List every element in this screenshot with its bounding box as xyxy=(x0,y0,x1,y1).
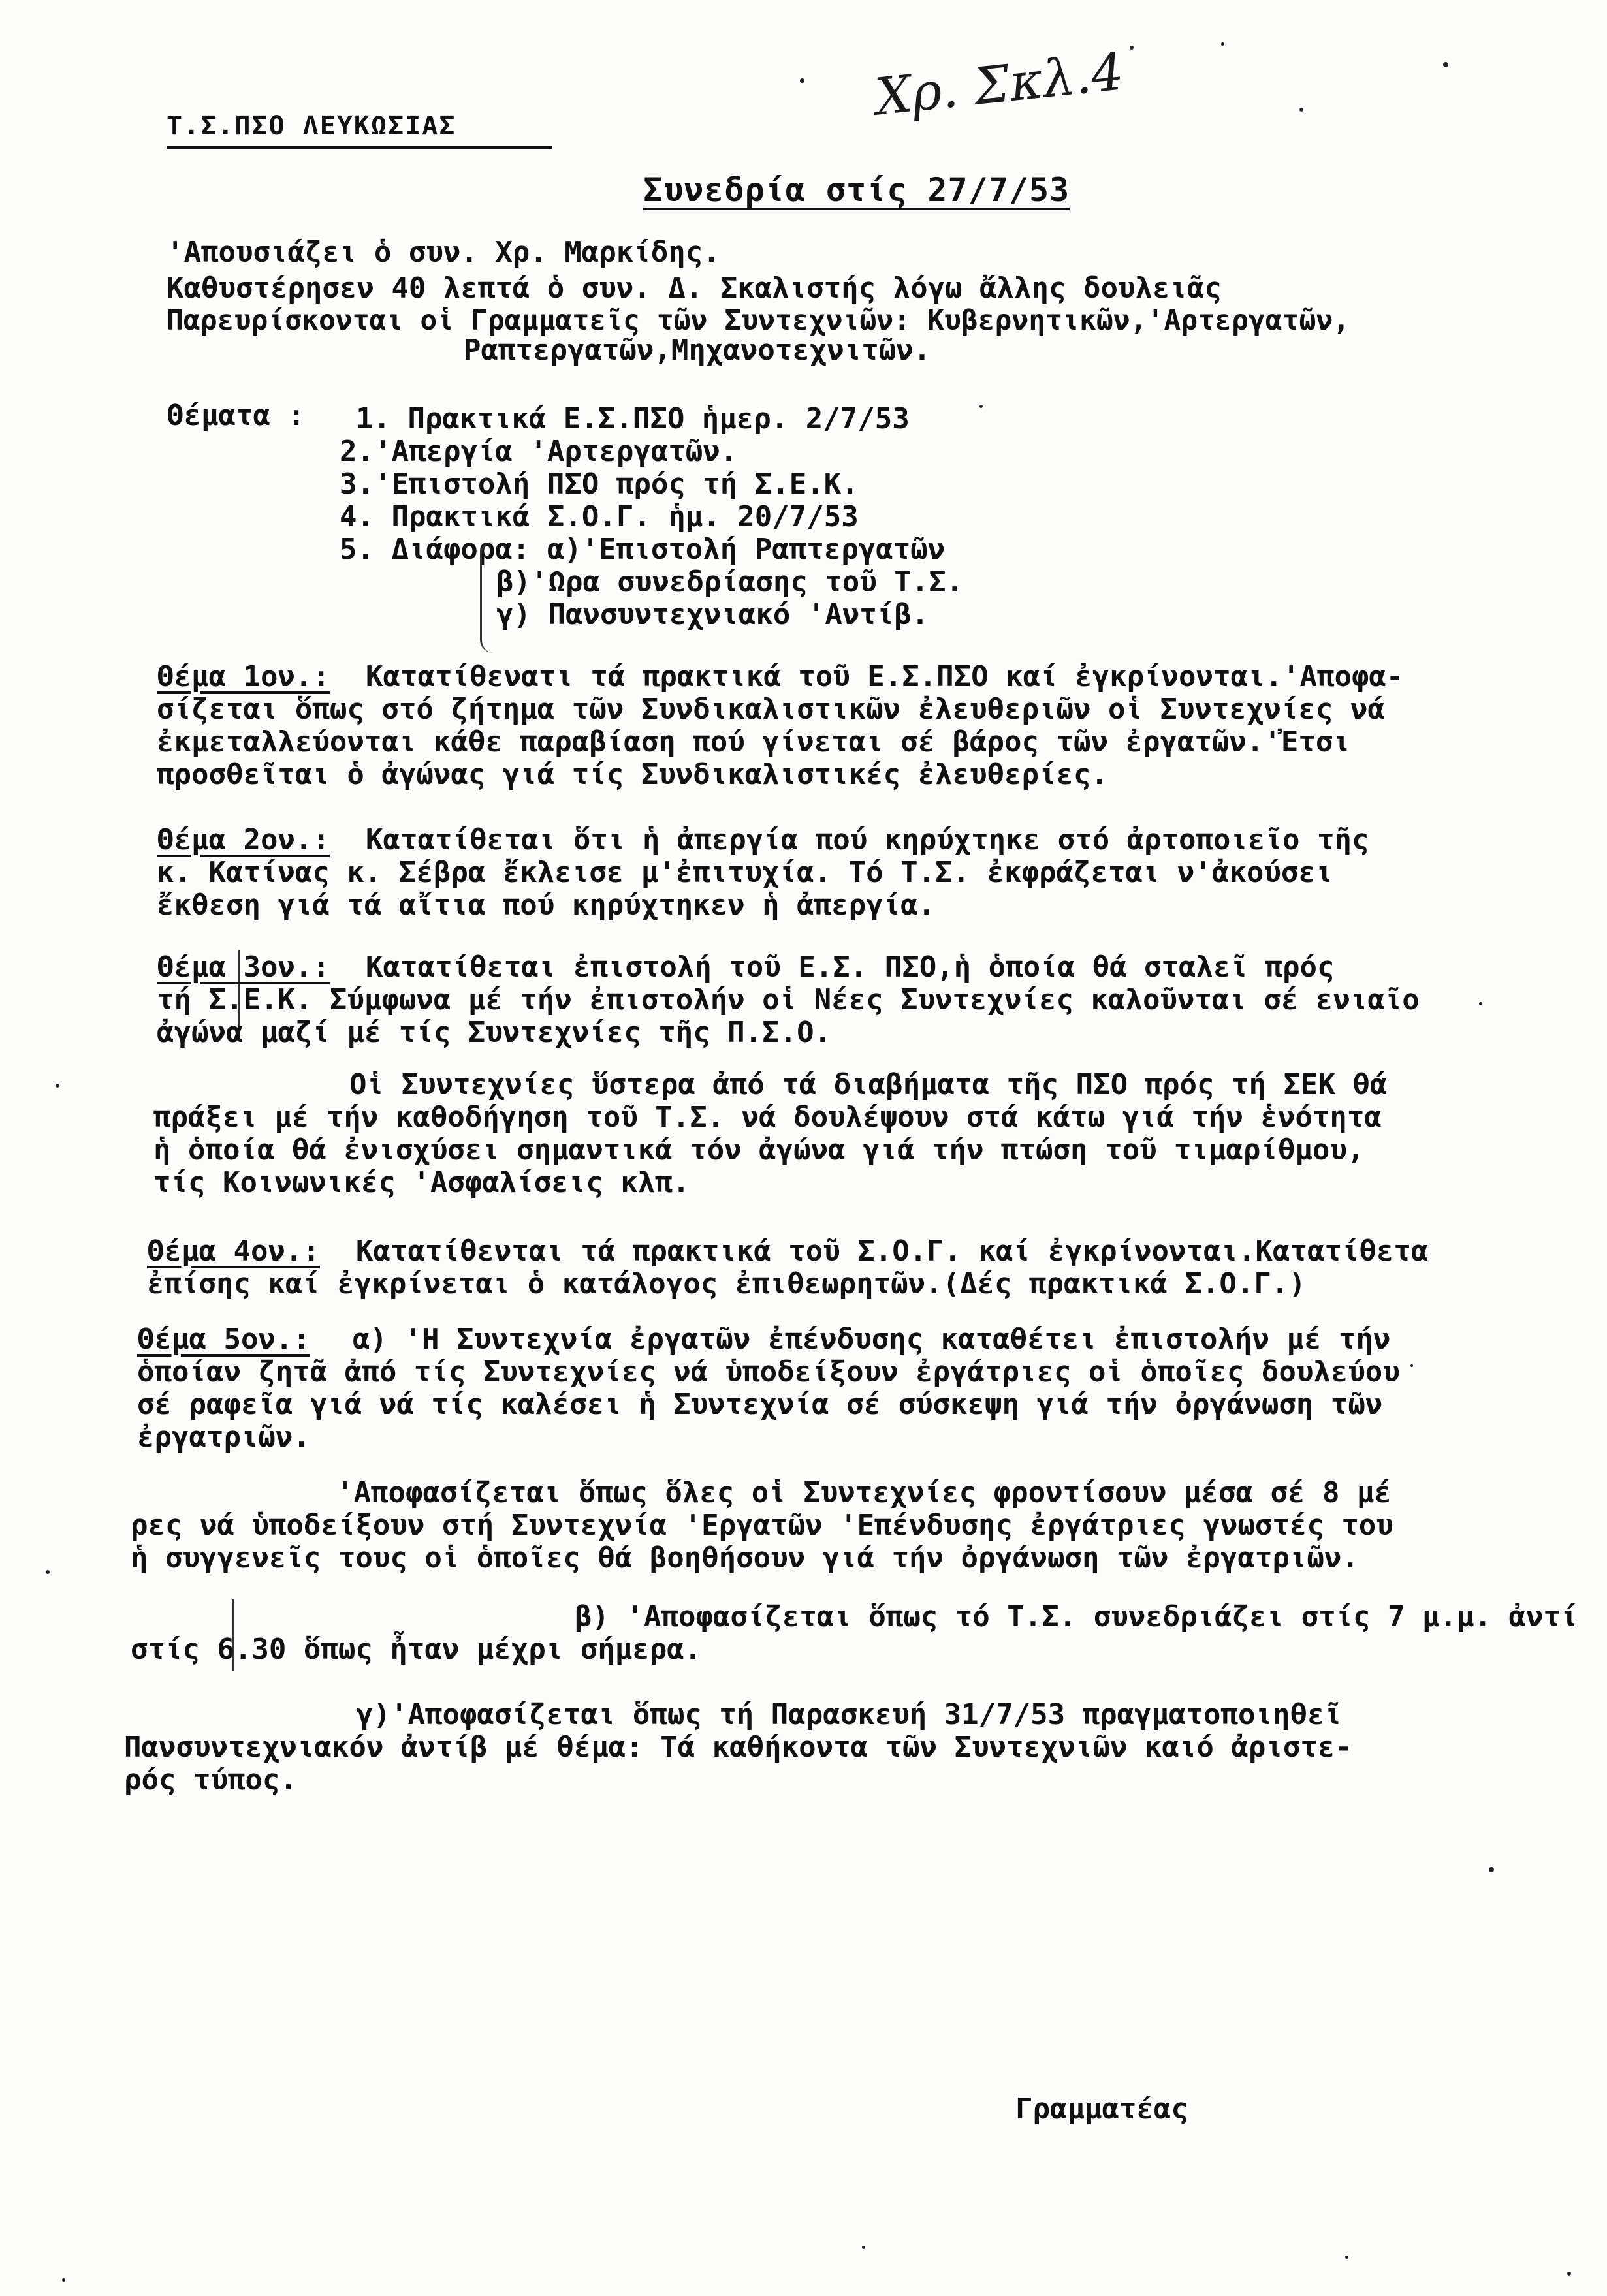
topic-item: β)'Ωρα συνεδρίασης τοῦ Τ.Σ. xyxy=(496,565,964,599)
section-5-heading: Θέμα 5ον.: xyxy=(137,1323,310,1356)
section-1-heading: Θέμα 1ον.: xyxy=(157,660,330,693)
intro-line: Παρευρίσκονται οἱ Γραμματεῖς τῶν Συντεχνιῶν: Κυβερνητικῶν,'Αρτεργατῶν, xyxy=(167,304,1350,337)
topic-item: 3.'Επιστολή ΠΣΟ πρός τή Σ.Ε.Κ. xyxy=(340,467,859,501)
section-2-line: ἔκθεση γιά τά αἴτια πού κηρύχτηκεν ἡ ἀπεργία. xyxy=(157,889,936,922)
section-5-line: ὁποίαν ζητᾶ ἀπό τίς Συντεχνίες νά ὑποδείξουν ἐργάτριες οἱ ὁποῖες δουλεύου xyxy=(137,1355,1400,1389)
section-5-c: Πανσυντεχνιακόν ἀντίβ μέ θέμα: Τά καθήκοντα τῶν Συντεχνιῶν καιό ἀριστε- xyxy=(124,1731,1352,1764)
signature-secretary: Γραμματέας xyxy=(1015,2092,1188,2126)
section-2-line: κ. Κατίνας κ. Σέβρα ἔκλεισε μ'ἐπιτυχία. Τό Τ.Σ. ἐκφράζεται ν'ἀκούσει xyxy=(157,856,1333,889)
section-5-line: σέ ραφεῖα γιά νά τίς καλέσει ἡ Συντεχνία σέ σύσκεψη γιά τήν ὀργάνωση τῶν xyxy=(137,1388,1383,1421)
bracket-mark xyxy=(480,542,494,653)
section-5-c: γ)'Αποφασίζεται ὅπως τή Παρασκευή 31/7/53 πραγματοποιηθεῖ xyxy=(356,1698,1342,1731)
section-3-para2: πράξει μέ τήν καθοδήγηση τοῦ Τ.Σ. νά δουλέψουν στά κάτω γιά τήν ἑνότητα xyxy=(153,1101,1382,1134)
section-5-decision: ρες νά ὑποδείξουν στή Συντεχνία 'Εργατῶν 'Επένδυσης ἐργάτριες γνωστές του xyxy=(131,1509,1393,1542)
session-title: Συνεδρία στίς 27/7/53 xyxy=(643,171,1070,209)
topic-item: 1. Πρακτικά Ε.Σ.ΠΣΟ ἡμερ. 2/7/53 xyxy=(356,402,910,435)
topics-label: Θέματα : xyxy=(167,399,305,432)
section-5-line: α) 'Η Συντεχνία ἐργατῶν ἐπένδυσης καταθέτει ἐπιστολήν μέ τήν xyxy=(353,1323,1391,1356)
section-4-heading: Θέμα 4ον.: xyxy=(147,1234,320,1268)
section-5-line: ἐργατριῶν. xyxy=(137,1421,310,1454)
section-5-b: β) 'Αποφασίζεται ὅπως τό Τ.Σ. συνεδριάζει στίς 7 μ.μ. ἀντί xyxy=(575,1600,1578,1633)
section-5-decision: ἡ συγγενεῖς τους οἱ ὁποῖες θά βοηθήσουν γιά τήν ὀργάνωση τῶν ἐργατριῶν. xyxy=(131,1541,1359,1575)
intro-line: 'Απουσιάζει ὁ συν. Χρ. Μαρκίδης. xyxy=(167,236,720,269)
section-3-heading: Θέμα 3ον.: xyxy=(157,951,330,984)
section-2-line: Κατατίθεται ὅτι ἡ ἀπεργία πού κηρύχτηκε στό ἀρτοποιεῖο τῆς xyxy=(366,823,1369,857)
intro-line: Ραπτεργατῶν,Μηχανοτεχνιτῶν. xyxy=(464,334,931,367)
topic-item: γ) Πανσυντεχνιακό 'Αντίβ. xyxy=(496,598,929,631)
organization-header: Τ.Σ.ΠΣΟ ΛΕΥΚΩΣΙΑΣ xyxy=(167,111,552,149)
section-5-decision: 'Αποφασίζεται ὅπως ὅλες οἱ Συντεχνίες φροντίσουν μέσα σέ 8 μέ xyxy=(336,1476,1392,1509)
topic-item: 4. Πρακτικά Σ.Ο.Γ. ἡμ. 20/7/53 xyxy=(340,500,859,533)
section-3-para2: τίς Κοινωνικές 'Ασφαλίσεις κλπ. xyxy=(153,1166,690,1199)
section-1-line: προσθεῖται ὁ ἀγώνας γιά τίς Συνδικαλιστικές ἐλευθερίες. xyxy=(157,758,1108,791)
topic-item: 5. Διάφορα: α)'Επιστολή Ραπτεργατῶν xyxy=(340,533,946,566)
section-3-para2: ἡ ὁποία θά ἐνισχύσει σημαντικά τόν ἀγώνα γιά τήν πτώση τοῦ τιμαρίθμου, xyxy=(153,1133,1365,1167)
section-3-line: Κατατίθεται ἐπιστολή τοῦ Ε.Σ. ΠΣΟ,ἡ ὁποία θά σταλεῖ πρός xyxy=(366,951,1335,984)
handwritten-note: Χρ. Σκλ.4 xyxy=(872,42,1126,127)
section-1-line: σίζεται ὅπως στό ζήτημα τῶν Συνδικαλιστικῶν ἐλευθεριῶν οἱ Συντεχνίες νά xyxy=(157,693,1385,726)
section-3-line: ἀγώνα μαζί μέ τίς Συντεχνίες τῆς Π.Σ.Ο. xyxy=(157,1016,832,1049)
section-1-line: Κατατίθενατι τά πρακτικά τοῦ Ε.Σ.ΠΣΟ καί ἐγκρίνονται.'Αποφα- xyxy=(366,660,1404,693)
intro-line: Καθυστέρησεν 40 λεπτά ὁ συν. Δ. Σκαλιστής λόγω ἄλλης δουλειᾶς xyxy=(167,272,1222,305)
section-4-line: ἐπίσης καί ἐγκρίνεται ὁ κατάλογος ἐπιθεωρητῶν.(Δές πρακτικά Σ.Ο.Γ.) xyxy=(147,1267,1306,1300)
section-3-para2: Οἱ Συντεχνίες ὕστερα ἀπό τά διαβήματα τῆς ΠΣΟ πρός τή ΣΕΚ θά xyxy=(349,1068,1388,1101)
section-3-line: τή Σ.Ε.Κ. Σύμφωνα μέ τήν ἐπιστολήν οἱ Νέες Συντεχνίες καλοῦνται σέ ενιαῖο xyxy=(157,983,1420,1016)
section-2-heading: Θέμα 2ον.: xyxy=(157,823,330,857)
section-4-line: Κατατίθενται τά πρακτικά τοῦ Σ.Ο.Γ. καί ἐγκρίνονται.Κατατίθετα xyxy=(356,1234,1429,1268)
section-5-b: στίς 6.30 ὅπως ἦταν μέχρι σήμερα. xyxy=(131,1633,702,1666)
topic-item: 2.'Απεργία 'Αρτεργατῶν. xyxy=(340,435,738,468)
section-5-c: ρός τύπος. xyxy=(124,1763,297,1797)
section-1-line: ἐκμεταλλεύονται κάθε παραβίαση πού γίνεται σέ βάρος τῶν ἐργατῶν.'Ἐτσι xyxy=(157,725,1350,759)
